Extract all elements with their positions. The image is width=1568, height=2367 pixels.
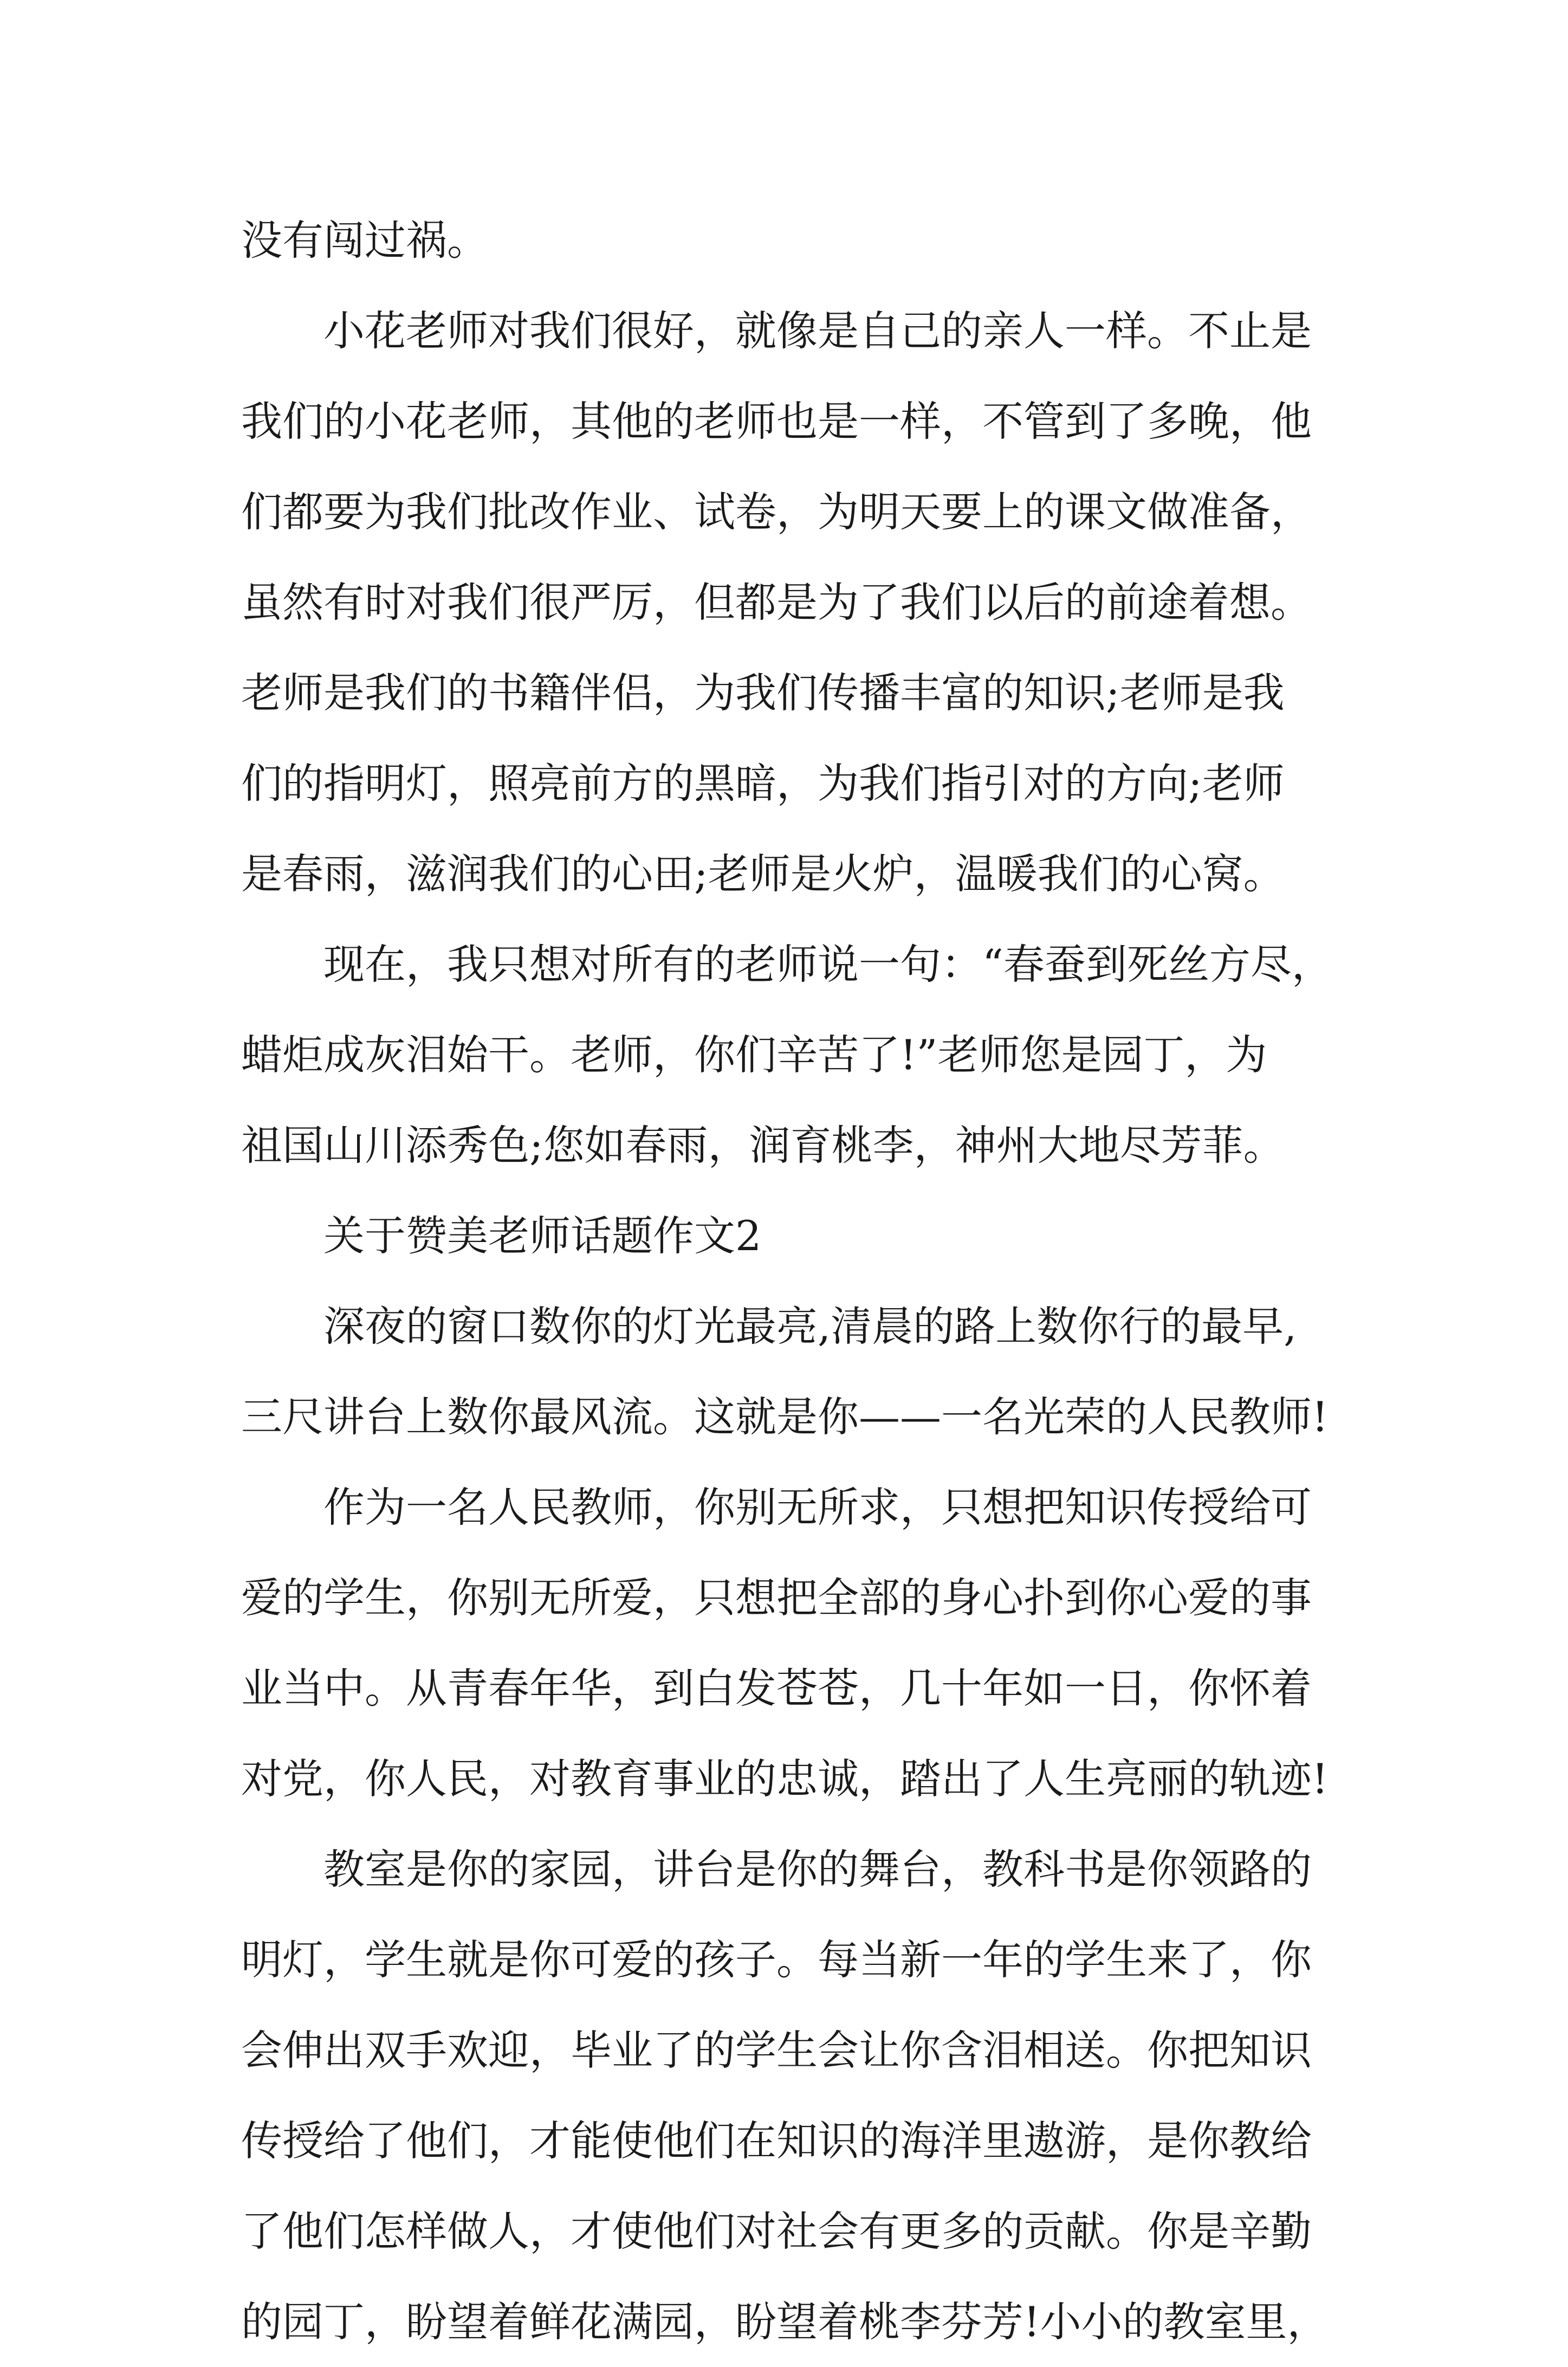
text-line: 祖国山川添秀色;您如春雨，润育桃李，神州大地尽芳菲。 — [241, 1121, 1285, 1169]
text-line: 老师是我们的书籍伴侣，为我们传播丰富的知识;老师是我 — [241, 669, 1285, 717]
text-line: 三尺讲台上数你最风流。这就是你——一名光荣的人民教师! — [241, 1393, 1329, 1441]
text-line: 是春雨，滋润我们的心田;老师是火炉，温暖我们的心窝。 — [241, 850, 1285, 898]
text-line: 会伸出双手欢迎，毕业了的学生会让你含泪相送。你把知识 — [241, 2026, 1312, 2074]
text-line: 深夜的窗口数你的灯光最亮,清晨的路上数你行的最早, — [323, 1302, 1297, 1350]
section-heading: 关于赞美老师话题作文2 — [323, 1212, 762, 1260]
text-line: 没有闯过祸。 — [241, 216, 488, 264]
body-text — [241, 195, 1352, 2367]
text-line: 作为一名人民教师，你别无所求，只想把知识传授给可 — [323, 1483, 1312, 1531]
text-line: 现在，我只想对所有的老师说一句：“春蚕到死丝方尽， — [323, 940, 1333, 988]
text-line: 对党，你人民，对教育事业的忠诚，踏出了人生亮丽的轨迹! — [241, 1755, 1329, 1803]
text-line: 小花老师对我们很好，就像是自己的亲人一样。不止是 — [323, 307, 1312, 355]
text-line: 们都要为我们批改作业、试卷，为明天要上的课文做准备， — [241, 488, 1312, 536]
text-line: 我们的小花老师，其他的老师也是一样，不管到了多晚，他 — [241, 397, 1312, 445]
text-line: 传授给了他们，才能使他们在知识的海洋里遨游，是你教给 — [241, 2117, 1312, 2165]
text-line: 教室是你的家园，讲台是你的舞台，教科书是你领路的 — [323, 1845, 1312, 1893]
text-line: 爱的学生，你别无所爱，只想把全部的身心扑到你心爱的事 — [241, 1574, 1312, 1622]
text-line: 的园丁，盼望着鲜花满园，盼望着桃李芬芳!小小的教室里， — [241, 2298, 1329, 2346]
text-line: 蜡炬成灰泪始干。老师，你们辛苦了!”老师您是园丁，为 — [241, 1031, 1267, 1079]
text-line: 业当中。从青春年华，到白发苍苍，几十年如一日，你怀着 — [241, 1664, 1312, 1712]
text-line: 虽然有时对我们很严厉，但都是为了我们以后的前途着想。 — [241, 578, 1312, 626]
text-line: 了他们怎样做人，才使他们对社会有更多的贡献。你是辛勤 — [241, 2207, 1312, 2255]
text-line: 明灯，学生就是你可爱的孩子。每当新一年的学生来了，你 — [241, 1936, 1312, 1984]
text-line: 们的指明灯，照亮前方的黑暗，为我们指引对的方向;老师 — [241, 759, 1285, 807]
